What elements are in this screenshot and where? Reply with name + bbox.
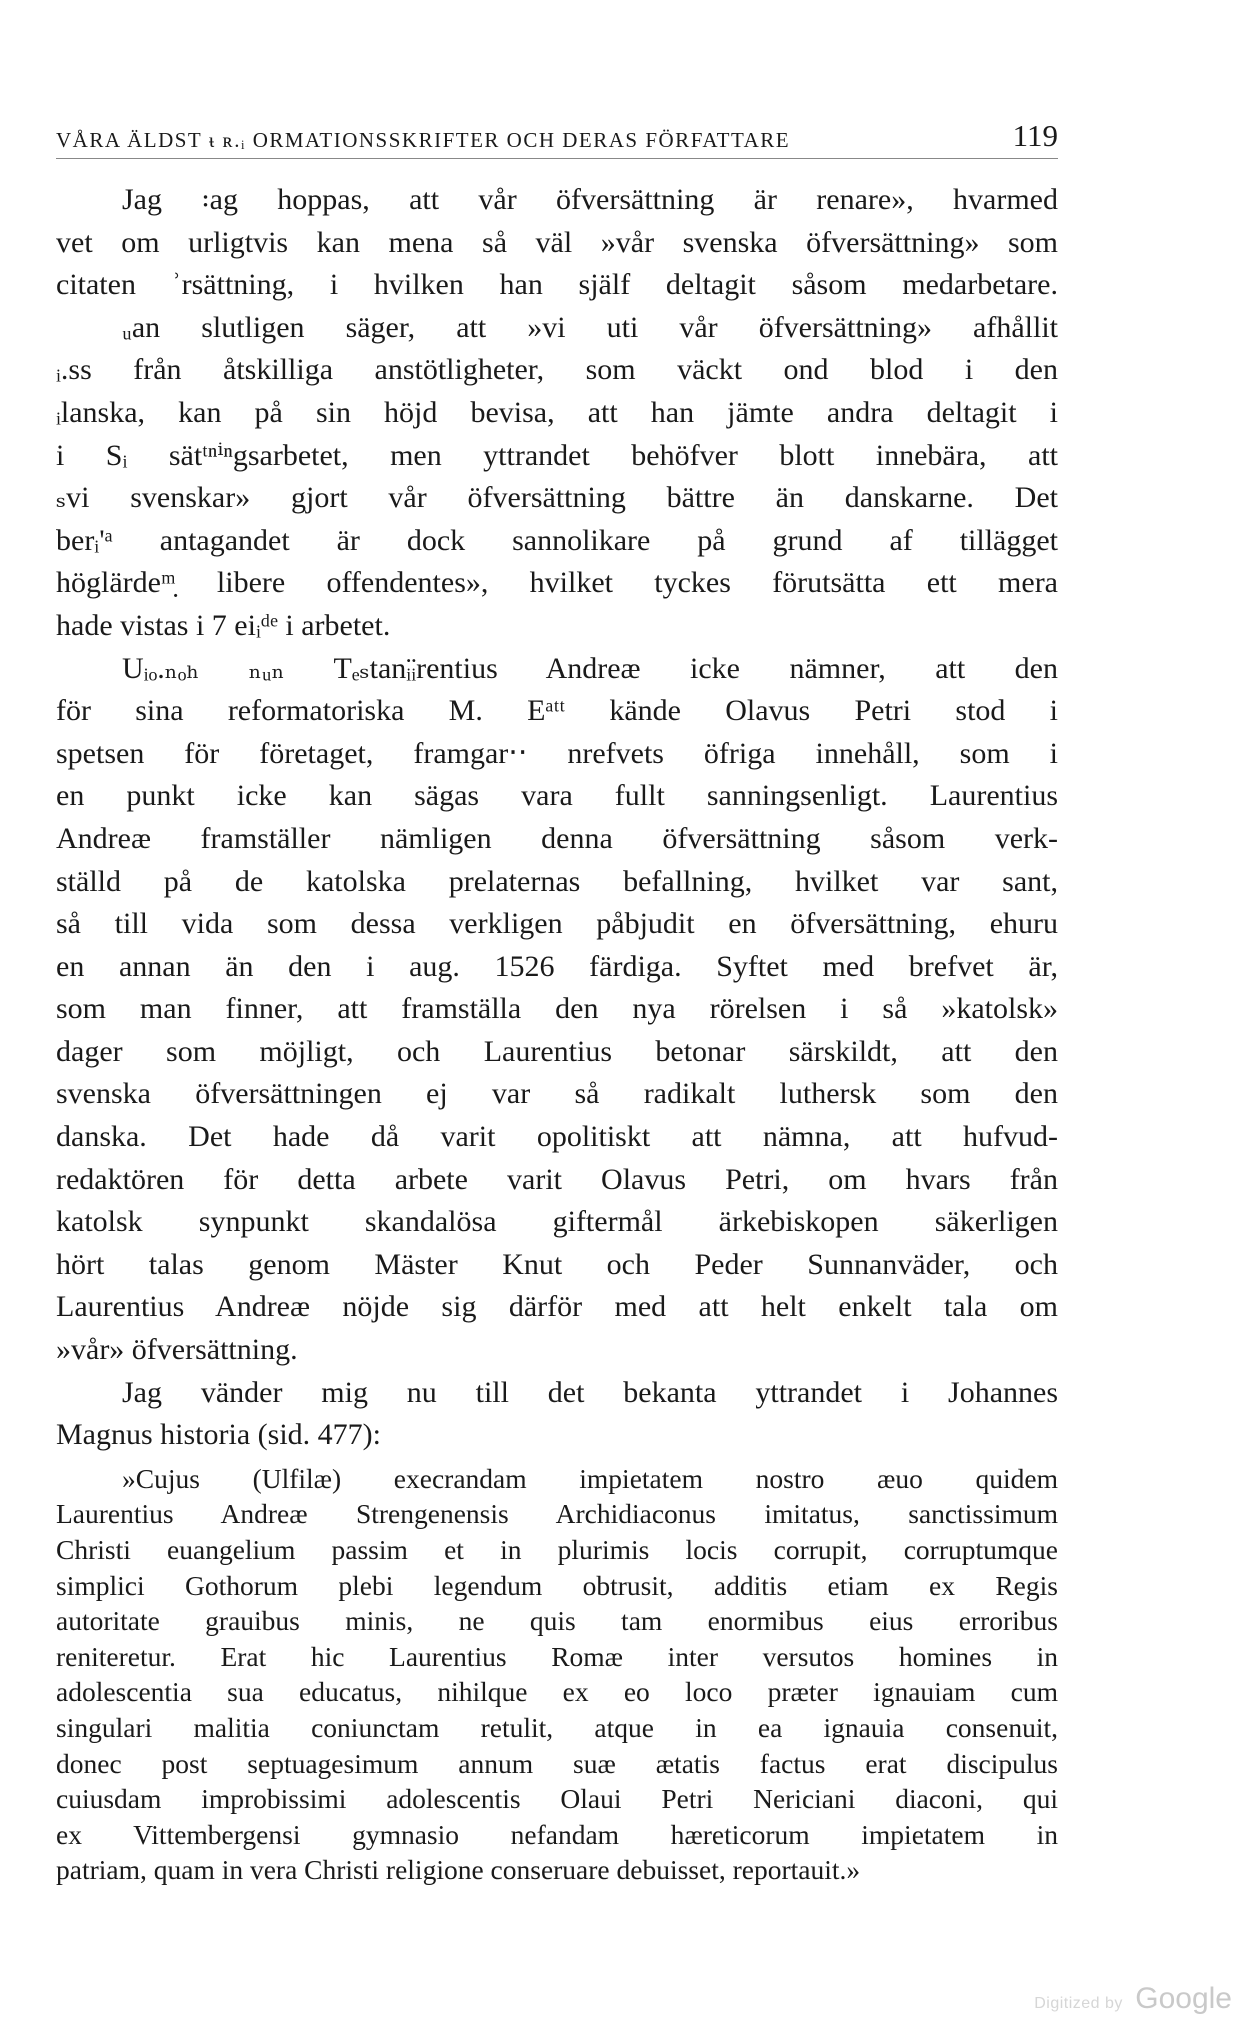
paragraph-1 xyxy=(56,179,1058,307)
text-line: ᵢlanska, kan på sin höjd bevisa, att han jämte andra deltagit i xyxy=(56,395,1058,429)
text-line: Uᵢₒ.ₙₒₕ ₙᵤₙ Tₑₛtanᵢ̈ᵢrentius Andreæ icke nämner, att den xyxy=(122,651,1058,685)
watermark-brand: Google xyxy=(1135,1982,1232,2015)
quote-line: Laurentius Andreæ Strengenensis Archidiaconus imitatus, sanctissimum xyxy=(56,1498,1058,1530)
text-line: spetsen för företaget, framgar‧‧ nrefvets öfriga innehåll, som i xyxy=(56,736,1058,770)
text-line: danska. Det hade då varit opolitiskt att nämna, att hufvud- xyxy=(56,1120,1058,1154)
quote-line: patriam, quam in vera Christi religione conseruare debuisset, reportauit.» xyxy=(56,1854,861,1886)
text-line: Jag ꞉ag hoppas, att vår öfversättning är renare», hvarmed xyxy=(122,183,1058,216)
text-line: höglärdeᵐ̣ libere offendentes», hvilket tyckes förutsätta ett mera xyxy=(56,566,1058,600)
text-line: som man finner, att framställa den nya rörelsen i så »katolsk» xyxy=(56,992,1058,1026)
quote-line: autoritate grauibus minis, ne quis tam enormibus eius erroribus xyxy=(56,1605,1058,1637)
text-line: hört talas genom Mäster Knut och Peder Sunnanväder, och xyxy=(56,1247,1058,1281)
paragraph-2 xyxy=(56,307,1058,648)
text-line: ställd på de katolska prelaternas befallning, hvilket var sant, xyxy=(56,864,1058,898)
text-line: ᵤan slutligen säger, att »vi uti vår öfversättning» afhållit xyxy=(122,310,1058,344)
text-line: en annan än den i aug. 1526 färdiga. Syftet med brefvet är, xyxy=(56,949,1058,983)
quote-line: »Cujus (Ulfilæ) execrandam impietatem nostro æuo quidem xyxy=(122,1462,1058,1494)
text-line: en punkt icke kan sägas vara fullt sanningsenligt. Laurentius xyxy=(56,779,1058,813)
quote-line: Christi euangelium passim et in plurimis locis corrupit, corruptumque xyxy=(56,1534,1058,1565)
text-line: dager som möjligt, och Laurentius betonar särskildt, att den xyxy=(56,1034,1058,1068)
text-line: ₛvi svenskar» gjort vår öfversättning bättre än danskarne. Det xyxy=(56,481,1058,515)
paragraph-4 xyxy=(56,1372,1058,1457)
text-line: Magnus historia (sid. 477): xyxy=(56,1418,381,1452)
text-line: för sina reformatoriska M. Eᵃᵗᵗ kände Olavus Petri stod i xyxy=(56,694,1058,728)
quote-line: singulari malitia coniunctam retulit, atque in ea ignauia consenuit, xyxy=(56,1711,1058,1743)
text-line: katolsk synpunkt skandalösa giftermål ärkebiskopen säkerligen xyxy=(56,1205,1058,1239)
quote-line: simplici Gothorum plebi legendum obtrusit, additis etiam ex Regis xyxy=(56,1569,1058,1601)
text-line: i Sᵢ sätᵗⁿⁱⁿgsarbetet, men yttrandet behöfver blott innebära, att xyxy=(56,438,1058,472)
text-line: berᵢ'ᵃ antagandet är dock sannolikare på grund af tillägget xyxy=(56,523,1058,557)
text-line: svenska öfversättningen ej var så radikalt luthersk som den xyxy=(56,1077,1058,1111)
digitized-watermark xyxy=(1034,1982,1232,2016)
text-line: Jag vänder mig nu till det bekanta yttrandet i Johannes xyxy=(122,1375,1058,1409)
book-page xyxy=(56,118,1058,1888)
text-line: Laurentius Andreæ nöjde sig därför med att helt enkelt tala om xyxy=(56,1290,1058,1324)
text-line: vet om urligtvis kan mena så väl »vår svenska öfversättning» som xyxy=(56,225,1058,259)
text-line: citaten ʾrsättning, i hvilken han själf deltagit såsom medarbetare. xyxy=(56,268,1058,302)
paragraph-3 xyxy=(56,648,1058,1372)
latin-quotation xyxy=(56,1461,1058,1888)
text-line: »vår» öfversättning. xyxy=(56,1333,298,1367)
running-head-title: VÅRA ÄLDST ᵼ ʀ.ᵢ ORMATIONSSKRIFTER OCH DERAS FÖRFATTARE xyxy=(56,128,791,152)
text-line: hade vistas i 7 eiᵢᵈᵉ i arbetet. xyxy=(56,608,391,642)
quote-line: reniteretur. Erat hic Laurentius Romæ inter versutos homines in xyxy=(56,1640,1058,1672)
running-head xyxy=(56,118,1058,159)
page-number: 119 xyxy=(1012,118,1058,153)
text-line: redaktören för detta arbete varit Olavus Petri, om hvars från xyxy=(56,1162,1058,1196)
quote-line: donec post septuagesimum annum suæ ætatis factus erat discipulus xyxy=(56,1747,1058,1779)
text-line: ᵢ.ss från åtskilliga anstötligheter, som väckt ond blod i den xyxy=(56,353,1058,387)
quote-line: adolescentia sua educatus, nihilque ex eo loco præter ignauiam cum xyxy=(56,1676,1058,1708)
text-line: så till vida som dessa verkligen påbjudit en öfversättning, ehuru xyxy=(56,907,1058,941)
watermark-prefix: Digitized by xyxy=(1034,1995,1123,2012)
text-line: Andreæ framställer nämligen denna öfversättning såsom verk- xyxy=(56,821,1058,855)
quote-line: ex Vittembergensi gymnasio nefandam hæreticorum impietatem in xyxy=(56,1818,1058,1850)
quote-line: cuiusdam improbissimi adolescentis Olaui Petri Nericiani diaconi, qui xyxy=(56,1783,1058,1815)
